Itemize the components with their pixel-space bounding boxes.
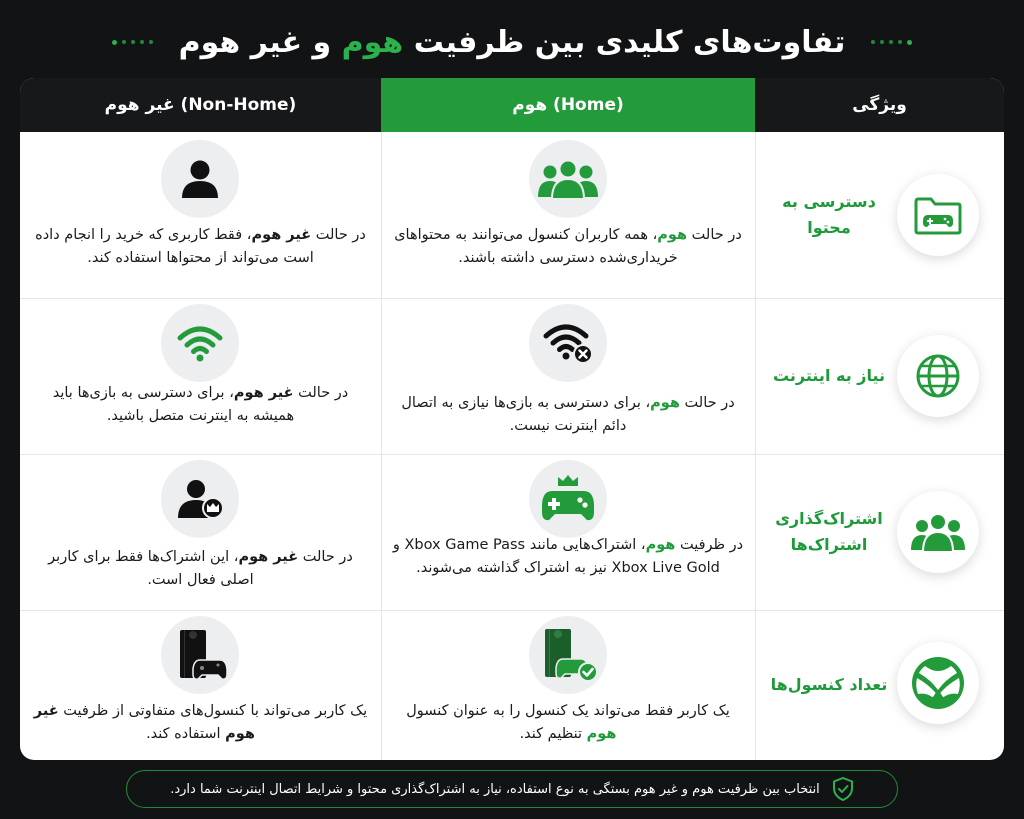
decor-dots-left — [112, 40, 153, 45]
wifi-icon — [161, 304, 239, 382]
row3-non-home-text: در حالت غیر هوم، این اشتراک‌ها فقط برای کاربر اصلی فعال است. — [48, 549, 353, 588]
footer-note — [126, 770, 898, 808]
group-icon — [529, 140, 607, 218]
row3-non-home-cell — [20, 454, 381, 610]
row1-feature-cell — [755, 132, 1004, 298]
title-part2: و غیر هوم — [178, 24, 332, 60]
console-check-icon — [529, 616, 607, 694]
comparison-table — [20, 78, 1004, 760]
row2-non-home-cell — [20, 298, 381, 454]
title-part1: تفاوت‌های کلیدی بین ظرفیت — [413, 24, 846, 60]
row2-feature-label: نیاز به اینترنت — [772, 366, 886, 385]
row3-feature-label: اشتراک‌گذاری اشتراک‌ها — [775, 509, 883, 554]
row3-home-text: در ظرفیت هوم، اشتراک‌هایی مانند Xbox Game Pass و Xbox Live Gold نیز به اشتراک گذاشته می‌شوند. — [392, 537, 744, 576]
row4-non-home-cell — [20, 610, 381, 760]
header-feature: ویژگی — [755, 78, 1004, 132]
wifi-off-icon — [529, 304, 607, 382]
game-folder-icon — [897, 174, 979, 256]
row2-home-text: در حالت هوم، برای دسترسی به بازی‌ها نیازی به اتصال دائم اینترنت نیست. — [401, 395, 735, 434]
xbox-logo-icon — [897, 642, 979, 724]
users-icon — [897, 491, 979, 573]
row4-feature-cell — [755, 610, 1004, 760]
row1-home-cell — [381, 132, 755, 298]
crowned-gamepad-icon — [529, 460, 607, 538]
page-title — [179, 25, 846, 60]
header-home: هوم (Home) — [381, 78, 755, 132]
decor-dots-right — [871, 40, 912, 45]
row3-feature-cell — [755, 454, 1004, 610]
row4-feature-label: تعداد کنسول‌ها — [770, 675, 888, 694]
row1-home-text: در حالت هوم، همه کاربران کنسول می‌توانند به محتواهای خریداری‌شده دسترسی داشته باشند. — [394, 227, 742, 266]
title-home-word: هوم — [341, 24, 404, 60]
footer-text: انتخاب بین ظرفیت هوم و غیر هوم بستگی به نوع استفاده، نیاز به اشتراک‌گذاری محتوا و شرایط اتصال اینترنت شما دارد. — [170, 781, 820, 797]
row2-home-cell — [381, 298, 755, 454]
page-title-bar — [0, 18, 1024, 66]
row4-home-cell — [381, 610, 755, 760]
user-crown-icon — [161, 460, 239, 538]
shield-check-icon — [832, 777, 854, 801]
row4-home-text: یک کاربر فقط می‌تواند یک کنسول را به عنوان کنسول هوم تنظیم کند. — [406, 703, 730, 742]
row1-non-home-cell — [20, 132, 381, 298]
header-non-home: غیر هوم (Non-Home) — [20, 78, 381, 132]
row2-feature-cell — [755, 298, 1004, 454]
row4-non-home-text: یک کاربر می‌تواند با کنسول‌های متفاوتی از ظرفیت غیر هوم استفاده کند. — [33, 703, 368, 742]
row3-home-cell — [381, 454, 755, 610]
row1-non-home-text: در حالت غیر هوم، فقط کاربری که خرید را انجام داده است می‌تواند از محتواها استفاده کند. — [35, 227, 366, 266]
single-user-icon — [161, 140, 239, 218]
globe-icon — [897, 335, 979, 417]
row2-non-home-text: در حالت غیر هوم، برای دسترسی به بازی‌ها باید همیشه به اینترنت متصل باشید. — [52, 385, 349, 424]
row1-feature-label: دسترسی به محتوا — [782, 192, 876, 237]
console-icon — [161, 616, 239, 694]
